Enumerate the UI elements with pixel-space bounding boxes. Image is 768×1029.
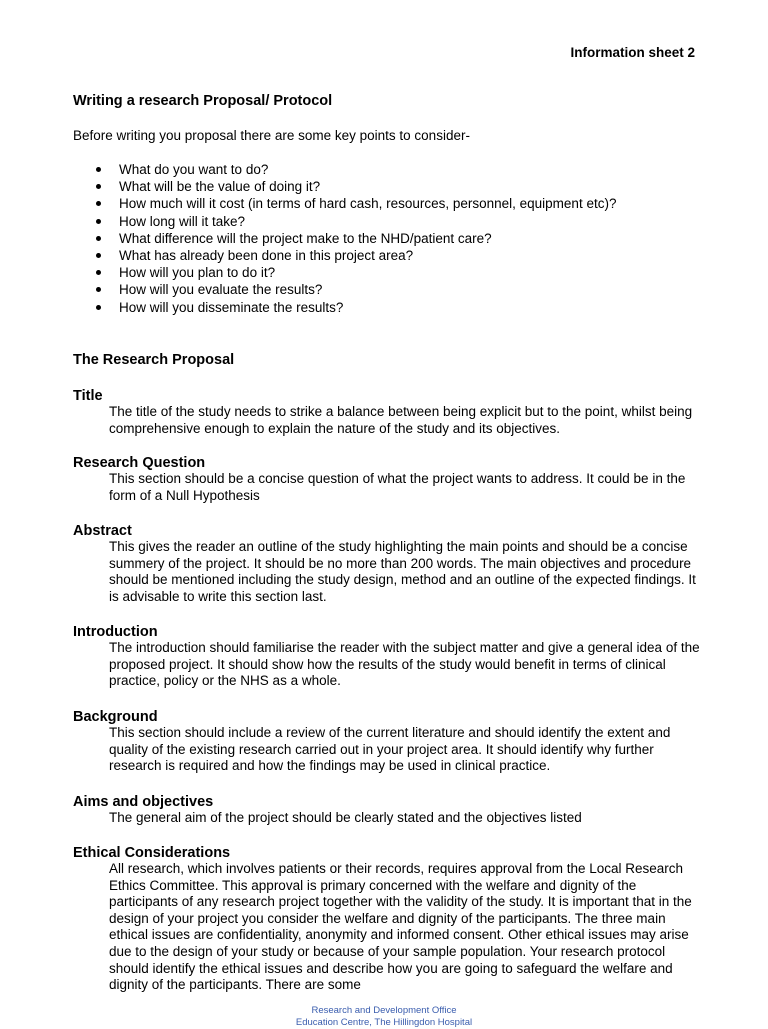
key-point-item — [73, 161, 713, 178]
key-point-item — [73, 195, 713, 212]
section-heading: Title — [73, 388, 103, 404]
section-body: This section should be a concise question of what the project wants to address. It could be in the form of a Null Hypothesis — [109, 471, 686, 503]
bullet-icon — [96, 219, 101, 224]
bullet-icon — [96, 305, 101, 310]
footer-line: Research and Development Office — [311, 1005, 457, 1016]
key-point-text: What will be the value of doing it? — [119, 179, 321, 195]
intro-text: Before writing you proposal there are some key points to consider- — [73, 128, 470, 143]
key-point-item — [73, 178, 713, 195]
section-body: The general aim of the project should be clearly stated and the objectives listed — [109, 810, 582, 825]
footer-line: Education Centre, The Hillingdon Hospital — [295, 1017, 473, 1028]
section-abstract — [73, 523, 703, 605]
bullet-icon — [96, 236, 101, 241]
bullet-icon — [96, 167, 101, 172]
section-body: The introduction should familiarise the reader with the subject matter and give a general idea of the proposed project. It should show how the results of the study would benefit in terms of clinical practice, policy or the NHS as a whole. — [109, 640, 700, 689]
proposal-heading: The Research Proposal — [73, 352, 235, 368]
section-heading: Aims and objectives — [73, 794, 214, 810]
section-title — [73, 388, 703, 437]
key-point-text: What do you want to do? — [119, 162, 269, 177]
bullet-icon — [96, 270, 101, 275]
key-point-text: How will you disseminate the results? — [119, 299, 344, 315]
key-point-item — [73, 247, 713, 264]
key-point-item — [73, 281, 713, 298]
section-aims-objectives — [73, 794, 703, 827]
key-point-item — [73, 299, 713, 316]
key-point-text: What difference will the project make to the NHD/patient care? — [119, 230, 492, 246]
section-body: This gives the reader an outline of the study highlighting the main points and should be a concise summery of the project. It should be no more than 200 words. The main objectives and procedure should be mentioned including the study design, method and an outline of the expected findings. It is advisable to write this section last. — [109, 539, 696, 604]
key-point-item — [73, 213, 713, 230]
section-background — [73, 709, 703, 775]
section-body: The title of the study needs to strike a balance between being explicit but to the point, whilst being comprehensive enough to explain the nature of the study and its objectives. — [109, 404, 693, 436]
key-point-text: How will you plan to do it? — [119, 265, 276, 281]
key-points-list — [73, 161, 713, 316]
document-title: Writing a research Proposal/ Protocol — [73, 93, 333, 109]
section-heading: Background — [73, 709, 158, 725]
key-point-text: How will you evaluate the results? — [119, 282, 323, 298]
page-footer — [0, 1005, 768, 1029]
key-point-text: What has already been done in this project area? — [119, 248, 414, 264]
sheet-label: Information sheet 2 — [570, 45, 695, 60]
section-ethical-considerations — [73, 845, 703, 994]
section-research-question — [73, 455, 703, 504]
section-heading: Introduction — [73, 624, 158, 640]
section-introduction — [73, 624, 703, 690]
section-body: All research, which involves patients or their records, requires approval from the Local Research Ethics Committee. This approval is primary concerned with the welfare and dignity of the participants of any research project together with the validity of the study. It is important that in the design of your project you consider the welfare and dignity of the participants. The three main ethical issues are confidentiality, anonymity and informed consent. Other ethical issues may arise due to the design of your study or because of your sample population. Your research protocol should identify the ethical issues and describe how you are going to safeguard the welfare and dignity of the participants. There are some — [109, 861, 692, 993]
section-heading: Abstract — [73, 523, 132, 539]
key-point-text: How long will it take? — [119, 213, 246, 229]
key-point-item — [73, 230, 713, 247]
key-point-item — [73, 264, 713, 281]
section-heading: Research Question — [73, 455, 206, 471]
bullet-icon — [96, 287, 101, 292]
key-point-text: How much will it cost (in terms of hard cash, resources, personnel, equipment etc)? — [119, 196, 617, 212]
bullet-icon — [96, 184, 101, 189]
section-body: This section should include a review of the current literature and should identify the extent and quality of the existing research carried out in your project area. It should identify why further research is required and how the findings may be used in clinical practice. — [109, 725, 671, 774]
bullet-icon — [96, 253, 101, 258]
section-heading: Ethical Considerations — [73, 845, 231, 861]
bullet-icon — [96, 201, 101, 206]
